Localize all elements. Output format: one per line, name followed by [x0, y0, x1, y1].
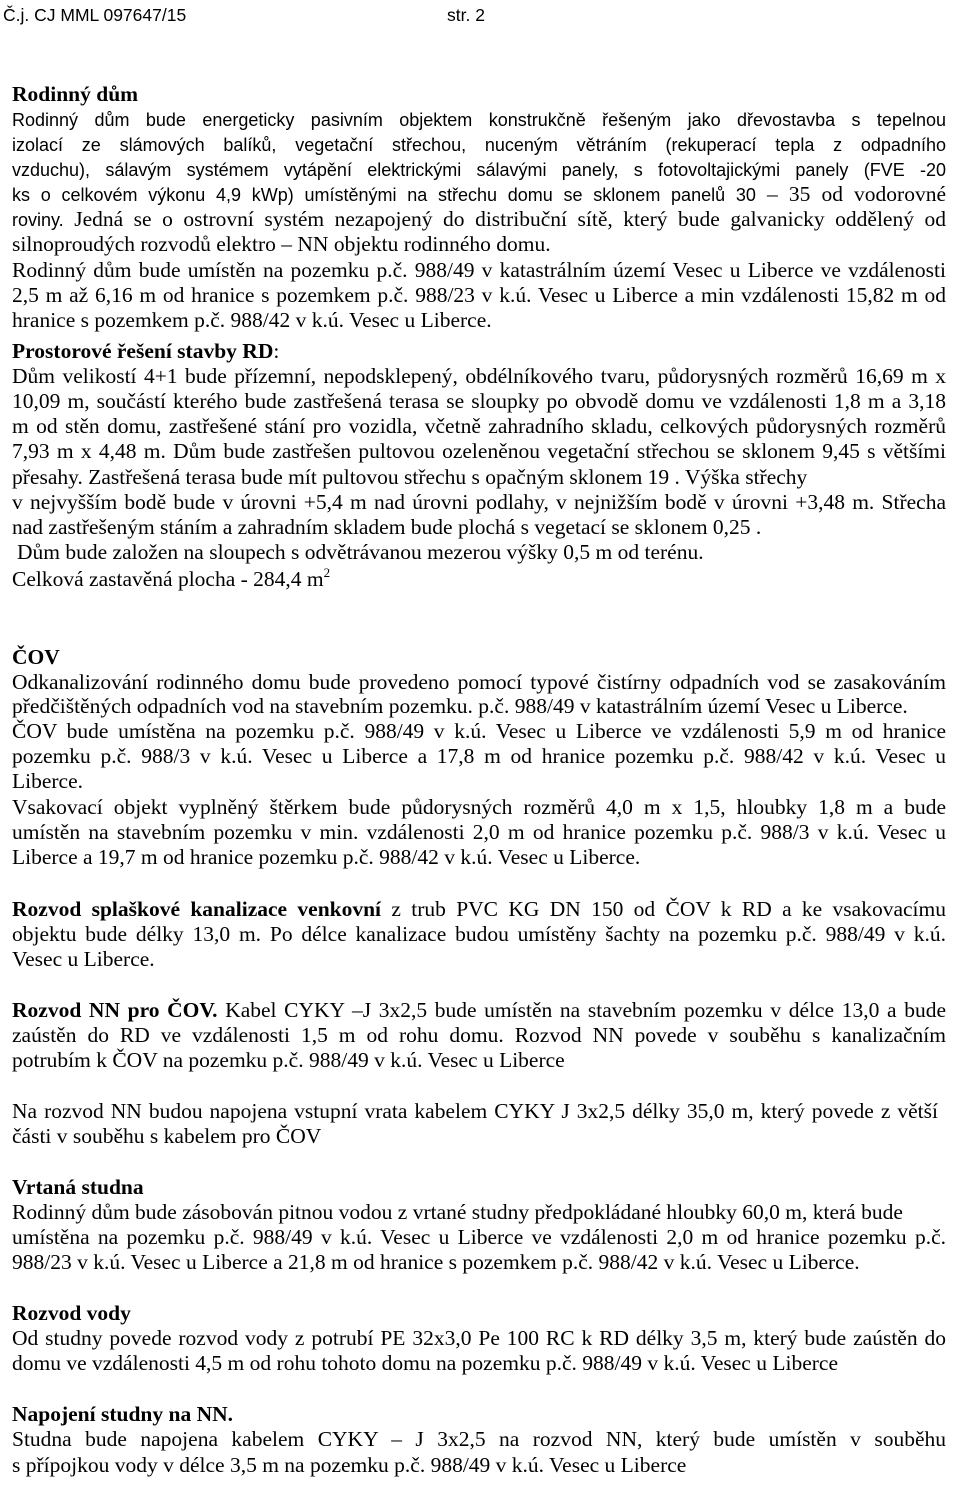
heading-text: Prostorové řešení stavby RD — [12, 339, 274, 363]
section-heading-rodinny-dum: Rodinný dům — [12, 82, 139, 106]
section-heading-prostorove-reseni — [12, 339, 946, 364]
body-line: zaústěn do RD ve vzdálenosti 1,5 m od rohu domu. Rozvod NN povede v souběhu s kanalizačním — [12, 1023, 946, 1047]
body-line — [12, 157, 946, 182]
body-text: roviny. — [12, 210, 64, 230]
body-line — [12, 182, 946, 207]
body-line: Na rozvod NN budou napojena vstupní vrata kabelem CYKY J 3x2,5 délky 35,0 m, který povede z větší — [12, 1099, 938, 1123]
body-text: z trub PVC KG DN 150 od ČOV k RD a ke vsakovacímu — [381, 897, 946, 921]
body-line — [12, 897, 946, 922]
section-heading-cov: ČOV — [12, 645, 60, 669]
body-line: Od studny povede rozvod vody z potrubí PE 32x3,0 Pe 100 RC k RD délky 3,5 m, který bude zaústěn do — [12, 1326, 946, 1350]
section-heading-napojeni-studny: Napojení studny na NN. — [12, 1402, 234, 1426]
body-line: části v souběhu s kabelem pro ČOV — [12, 1124, 322, 1148]
body-text: ks o celkovém výkonu 4,9 kWp) umístěnými na střechu domu se sklonem panelů 30 — [12, 185, 756, 205]
body-line — [12, 132, 946, 157]
body-line: 2,5 m až 6,16 m od hranice s pozemkem p.č. 988/23 v k.ú. Vesec u Liberce a min vzdálenosti 15,82 m od — [12, 283, 946, 307]
body-line: pozemku p.č. 988/3 v k.ú. Vesec u Liberce a 17,8 m od hranice pozemku p.č. 988/42 v k.ú. Vesec u — [12, 744, 946, 768]
body-text: vzduchu), sálavým systémem vytápění elektrickými sálavými panely, s fotovoltajickými panely (FVE -20 — [12, 160, 946, 180]
body-line — [12, 207, 946, 232]
body-line: 988/23 v k.ú. Vesec u Liberce a 21,8 m od hranice s pozemkem p.č. 988/42 v k.ú. Vesec u Liberce. — [12, 1250, 860, 1274]
section-heading-rozvod-vody: Rozvod vody — [12, 1301, 131, 1325]
body-line — [12, 998, 946, 1023]
body-line: Odkanalizování rodinného domu bude provedeno pomocí typové čistírny odpadních vod se zasakováním — [12, 670, 946, 694]
body-line: hranice s pozemkem p.č. 988/42 v k.ú. Vesec u Liberce. — [12, 308, 492, 332]
section-heading-vrtana-studna: Vrtaná studna — [12, 1175, 144, 1199]
document-reference: Č.j. CJ MML 097647/15 — [3, 5, 187, 25]
body-line: 7,93 m x 4,48 m. Dům bude zastřešen pultovou ozeleněnou vegetační střechou se sklonem 9,45 s většími — [12, 439, 946, 463]
body-line: domu ve vzdálenosti 4,5 m od rohu tohoto domu na pozemku p.č. 988/49 v k.ú. Vesec u Liberce — [12, 1351, 838, 1375]
body-line: Dům bude založen na sloupech s odvětrávanou mezerou výšky 0,5 m od terénu. — [17, 540, 704, 564]
body-line: v nejvyšším bodě bude v úrovni +5,4 m nad úrovni podlahy, v nejnižším bodě v úrovni +3,48 m. Střecha — [12, 490, 946, 514]
body-text: – 35 od vodorovné — [755, 182, 946, 206]
body-line: přesahy. Zastřešená terasa bude mít pultovou střechu s opačným sklonem 19 . Výška střechy — [12, 465, 808, 489]
body-line: Studna bude napojena kabelem CYKY – J 3x2,5 na rozvod NN, který bude umístěn v souběhu — [12, 1427, 946, 1451]
body-line: silnoproudých rozvodů elektro – NN objektu rodinného domu. — [12, 232, 551, 256]
body-line: potrubím k ČOV na pozemku p.č. 988/49 v k.ú. Vesec u Liberce — [12, 1048, 565, 1072]
area-exponent: 2 — [323, 567, 331, 580]
body-line: umístěn na stavebním pozemku v min. vzdálenosti 2,0 m od hranice pozemku p.č. 988/3 v k.ú. Vesec u — [12, 820, 946, 844]
body-text: Rodinný dům bude energeticky pasivním objektem konstrukčně řešeným jako dřevostavba s tepelnou — [12, 110, 946, 130]
body-line: 10,09 m, součástí kterého bude zastřešená terasa se sloupky po obvodě domu ve vzdálenosti 1,8 m a 3,18 — [12, 389, 946, 413]
body-line: Dům velikostí 4+1 bude přízemní, nepodsklepený, obdélníkového tvaru, půdorysných rozměrů 16,69 m x — [12, 364, 946, 388]
body-line: Vsakovací objekt vyplněný štěrkem bude půdorysných rozměrů 4,0 m x 1,5, hloubky 1,8 m a bude — [12, 795, 946, 819]
body-line: nad zastřešeným stáním a zahradním skladem bude plochá s vegetací se sklonem 0,25 . — [12, 515, 762, 539]
body-line: Liberce. — [12, 769, 84, 793]
body-line: Rodinný dům bude umístěn na pozemku p.č. 988/49 v katastrálním území Vesec u Liberce ve vzdálenosti — [12, 258, 946, 282]
body-line: s přípojkou vody v délce 3,5 m na pozemku p.č. 988/49 v k.ú. Vesec u Liberce — [12, 1453, 687, 1477]
area-text: Celková zastavěná plocha - 284,4 m — [12, 567, 324, 591]
body-line: objektu bude délky 13,0 m. Po délce kanalizace budou umístěny šachty na pozemku p.č. 988/49 v k.ú. — [12, 922, 946, 946]
body-line: ČOV bude umístěna na pozemku p.č. 988/49 v k.ú. Vesec u Liberce ve vzdálenosti 5,9 m od hranice — [12, 719, 946, 743]
body-line — [12, 107, 946, 132]
body-line: umístěna na pozemku p.č. 988/49 v k.ú. Vesec u Liberce ve vzdálenosti 2,0 m od hranice pozemku p.č. — [12, 1225, 946, 1249]
body-line: Vesec u Liberce. — [12, 947, 155, 971]
built-up-area — [12, 567, 946, 592]
section-heading-nn-cov: Rozvod NN pro ČOV. — [12, 998, 218, 1022]
body-text: Jedná se o ostrovní systém nezapojený do distribuční sítě, který bude galvanicky oddělený od — [63, 207, 946, 231]
body-text: Kabel CYKY –J 3x2,5 bude umístěn na stavebním pozemku v délce 13,0 a bude — [217, 998, 946, 1022]
heading-colon: : — [273, 339, 280, 363]
page-number: str. 2 — [447, 5, 485, 25]
section-heading-kanalizace: Rozvod splaškové kanalizace venkovní — [12, 897, 382, 921]
body-line: m od stěn domu, zastřešené stání pro vozidla, včetně zahradního skladu, celkových půdorysných rozměrů — [12, 414, 946, 438]
body-text: izolací ze slámových balíků, vegetační střechou, nuceným větráním (rekuperací tepla z odpadního — [12, 135, 946, 155]
body-line: Rodinný dům bude zásobován pitnou vodou z vrtané studny předpokládané hloubky 60,0 m, která bude — [12, 1200, 903, 1224]
body-line: Liberce a 19,7 m od hranice pozemku p.č. 988/42 v k.ú. Vesec u Liberce. — [12, 845, 641, 869]
body-line: předčištěných odpadních vod na stavebním pozemku. p.č. 988/49 v katastrálním území Vesec u Liberce. — [12, 694, 908, 718]
